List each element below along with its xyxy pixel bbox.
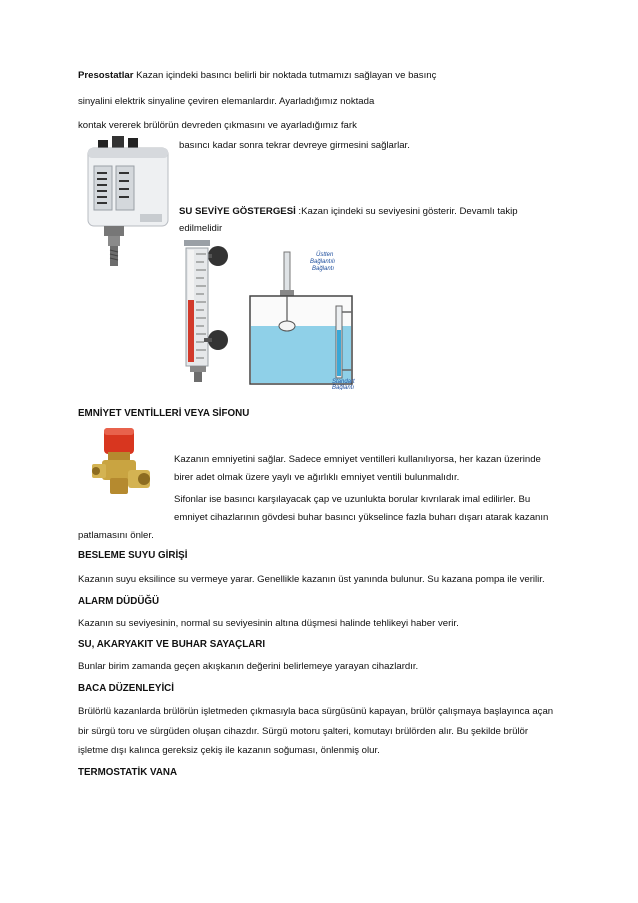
- pressure-switch-image: [82, 134, 174, 270]
- tank-level-diagram: [240, 240, 370, 390]
- sayac-heading: SU, AKARYAKIT VE BUHAR SAYAÇLARI: [78, 639, 266, 650]
- diagram-label-top-3: Bağlantı: [312, 266, 335, 272]
- level-gauge-image: [174, 238, 230, 384]
- presostat-line-4: basıncı kadar sonra tekrar devreye girmesini sağlarlar.: [179, 140, 410, 151]
- baca-line-2: bir sürgü toru ve sürgüden oluşan cihazdır. Sürgü motoru şalteri, komutayı brülörden alır. Bu şekilde brülör: [78, 726, 529, 737]
- emniyet-line-2: birer adet olmak üzere yaylı ve ağırlıklı emniyet ventili bulunmalıdır.: [174, 472, 460, 483]
- besleme-text: Kazanın suyu eksilince su vermeye yarar. Genellikle kazanın üst yanında bulunur. Su kazana pompa ile verilir.: [78, 574, 545, 585]
- emniyet-heading: EMNİYET VENTİLLERİ VEYA SİFONU: [78, 408, 250, 419]
- baca-heading: BACA DÜZENLEYİCİ: [78, 683, 174, 694]
- baca-line-3: işletme dışı kalınca gereksiz çekiş ile kazanın soğuması, önlenmiş olur.: [78, 745, 380, 756]
- emniyet-line-1: Kazanın emniyetini sağlar. Sadece emniyet ventilleri kullanılıyorsa, her kazan üzerinde: [174, 454, 541, 465]
- diagram-label-top-1: Üstten: [316, 252, 334, 258]
- su-seviye-line-1: SU SEVİYE GÖSTERGESİ :Kazan içindeki su seviyesini gösterir. Devamlı takip: [179, 206, 518, 217]
- presostat-line-3: kontak vererek brülörün devreden çıkmasını ve ayarladığımız fark: [78, 120, 357, 131]
- alarm-text: Kazanın su seviyesinin, normal su seviyesinin altına düşmesi halinde tehlikeyi haber verir.: [78, 618, 459, 629]
- termostatik-heading: TERMOSTATİK VANA: [78, 767, 178, 778]
- diagram-label-side-1: Standart: [332, 379, 355, 385]
- su-seviye-term: SU SEVİYE GÖSTERGESİ: [179, 206, 296, 217]
- presostat-line-2: sinyalini elektrik sinyaline çeviren elemanlardır. Ayarladığımız noktada: [78, 96, 375, 107]
- sayac-text: Bunlar birim zamanda geçen akışkanın değerini belirlemeye yarayan cihazlardır.: [78, 661, 419, 672]
- diagram-label-top-2: Bağlantılı: [310, 259, 336, 265]
- presostat-term: Presostatlar: [78, 70, 134, 81]
- besleme-heading: BESLEME SUYU GİRİŞİ: [78, 550, 188, 561]
- su-seviye-line-2: edilmelidir: [179, 223, 223, 234]
- diagram-label-side-2: Bağlantı: [332, 385, 355, 390]
- presostat-line-1: Presostatlar Kazan içindeki basıncı belirli bir noktada tutmamızı sağlayan ve basınç: [78, 70, 437, 81]
- emniyet-line-5: patlamasını önler.: [78, 530, 154, 541]
- baca-line-1: Brülörlü kazanlarda brülörün işletmeden çıkmasıyla baca sürgüsünü kapayan, brülör çalışmaya başlayınca açan: [78, 706, 554, 717]
- alarm-heading: ALARM DÜDÜĞÜ: [78, 596, 160, 607]
- emniyet-line-3: Sifonlar ise basıncı karşılayacak çap ve uzunlukta borular kıvrılarak imal edilirler. Bu: [174, 494, 531, 505]
- safety-valve-image: [88, 426, 158, 498]
- emniyet-line-4: emniyet cihazlarının gövdesi buhar basıncı yükselince fazla buharı dışarı atarak kazanın: [174, 512, 549, 523]
